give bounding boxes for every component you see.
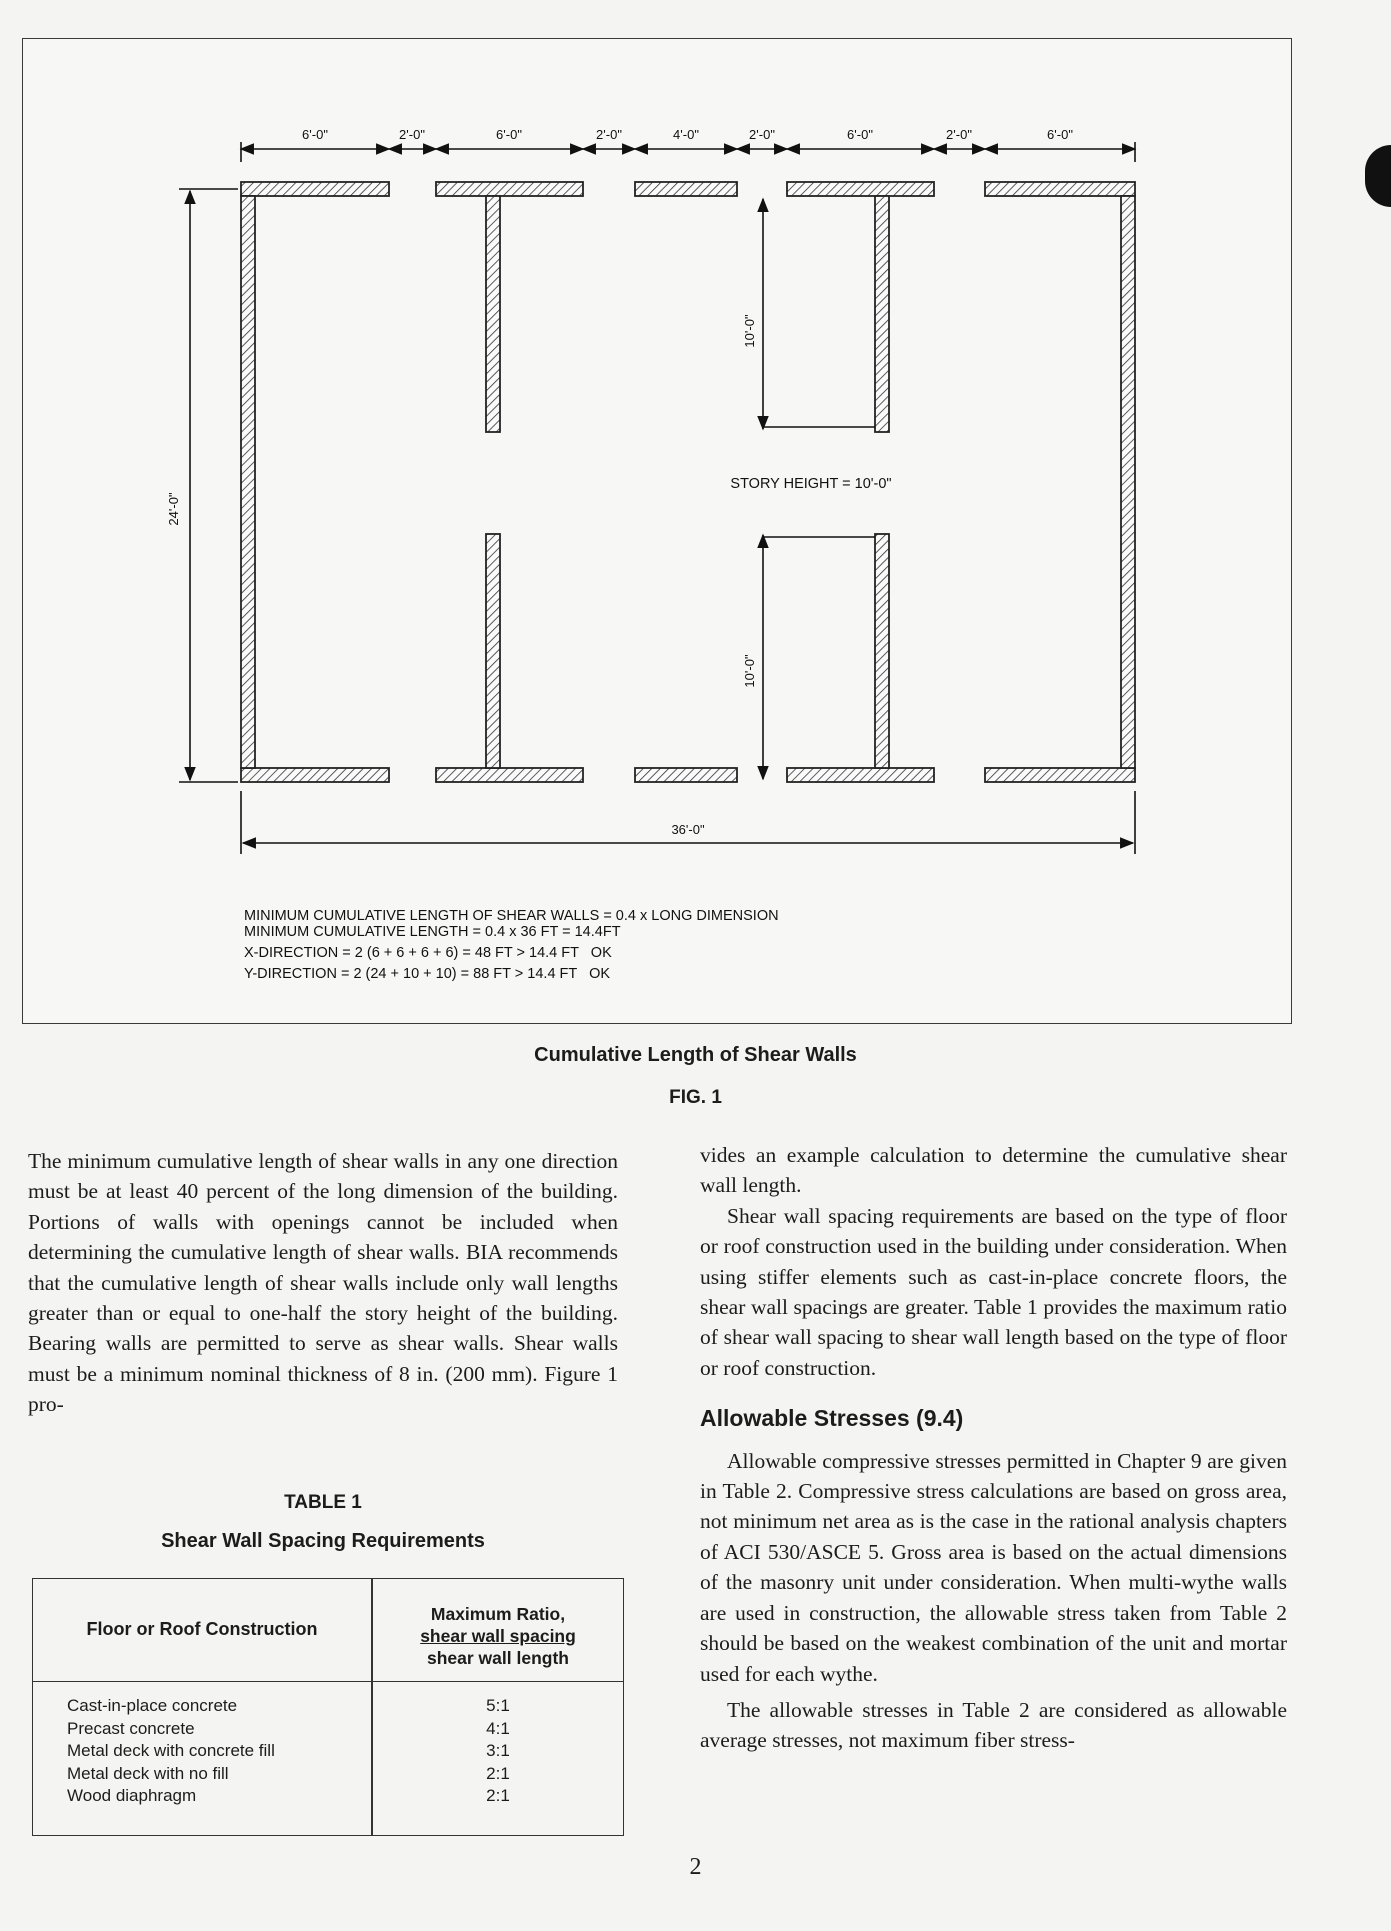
dim-top-label: 6'-0" [1047, 127, 1073, 142]
table-cell-ratio: 5:1 [486, 1696, 510, 1715]
body-paragraph: The allowable stresses in Table 2 are considered as allowable average stresses, not maximum fiber stress- [700, 1697, 1287, 1753]
wall-bottom-2 [436, 768, 583, 782]
dim-top-label: 6'-0" [496, 127, 522, 142]
wall-interior-upper-b [875, 196, 889, 432]
header-ratio-denominator: shear wall length [427, 1648, 569, 1668]
body-paragraph: The minimum cumulative length of shear walls in any one direction must be at least 40 percent of the long dimension of the building. Portions of walls with openings cannot be included when determining the cumulative length of shear walls. BIA recommends that the cumulative length of shear walls include only wall lengths greater than or equal to one-half the story height of the building. Bearing walls are permitted to serve as shear walls. Shear walls must be a minimum nominal thickness of 8 in. (200 mm). Figure 1 pro- [28, 1149, 618, 1417]
left-column [28, 1146, 618, 1420]
dimension-lines [179, 142, 1135, 854]
walls [241, 182, 1135, 782]
wall-bottom-1 [241, 768, 389, 782]
figure-number: FIG. 1 [669, 1087, 722, 1108]
wall-interior-upper-a [486, 196, 500, 432]
wall-top-4 [787, 182, 934, 196]
table-cell-construction: Precast concrete [67, 1718, 195, 1738]
table-cell-ratio: 2:1 [486, 1763, 510, 1783]
header-maximum-ratio [373, 1603, 623, 1669]
right-column [700, 1140, 1287, 1756]
header-ratio-line: Maximum Ratio, [430, 1604, 566, 1624]
shear-wall-plan-drawing [23, 39, 1291, 1023]
wall-interior-lower-a [486, 534, 500, 768]
note-line: MINIMUM CUMULATIVE LENGTH OF SHEAR WALLS = 0.4 x LONG DIMENSION [244, 908, 779, 924]
dim-lower-opening-label: 10'-0" [742, 654, 757, 688]
page-number: 2 [689, 1854, 702, 1880]
table-title: TABLE 1 [284, 1492, 362, 1513]
wall-bottom-5 [985, 768, 1135, 782]
table-subtitle: Shear Wall Spacing Requirements [161, 1530, 485, 1552]
header-floor-roof-construction: Floor or Roof Construction [86, 1619, 318, 1639]
wall-top-2 [436, 182, 583, 196]
wall-right [1121, 196, 1135, 768]
figure-caption: Cumulative Length of Shear Walls [534, 1044, 857, 1066]
table-cell-construction: Metal deck with no fill [67, 1763, 229, 1783]
wall-top-3 [635, 182, 737, 196]
dim-upper-opening-label: 10'-0" [742, 314, 757, 348]
binder-hole-mark [1365, 145, 1391, 207]
dim-top-label: 6'-0" [302, 127, 328, 142]
dim-bottom-label: 36'-0" [671, 822, 705, 837]
body-paragraph: Allowable compressive stresses permitted in Chapter 9 are given in Table 2. Compressive stress calculations are based on gross area, not minimum net area as is the case in the rational analysis chapters of ACI 530/ASCE 5. Gross area is based on the actual dimensions of the masonry unit under consideration. When multi-wythe walls are used in construction, the allowable stress taken from Table 2 should be based on the weakest combination of the unit and mortar used for each wythe. [700, 1448, 1287, 1686]
dim-top-label: 6'-0" [847, 127, 873, 142]
header-ratio-numerator: shear wall spacing [420, 1626, 576, 1646]
dim-top-label: 2'-0" [749, 127, 775, 142]
table-cell-construction: Metal deck with concrete fill [67, 1741, 275, 1760]
wall-left [241, 196, 255, 768]
note-line: Y-DIRECTION = 2 (24 + 10 + 10) = 88 FT > 14.4 FT OK [244, 966, 611, 982]
shear-wall-spacing-table [32, 1578, 624, 1836]
body-paragraph: Shear wall spacing requirements are based on the type of floor or roof construction used in the building under consideration. When using stiffer elements such as cast-in-place concrete floors, the shear wall spacings are greater. Table 1 provides the maximum ratio of shear wall spacing to shear wall length based on the type of floor or roof construction. [700, 1203, 1287, 1380]
dim-top-label: 2'-0" [596, 127, 622, 142]
note-line: MINIMUM CUMULATIVE LENGTH = 0.4 x 36 FT = 14.4FT [244, 924, 621, 940]
story-height-label: STORY HEIGHT = 10'-0" [730, 476, 892, 492]
table-cell-construction: Cast-in-place concrete [67, 1696, 238, 1715]
wall-top-5 [985, 182, 1135, 196]
figure-frame [22, 38, 1292, 1024]
table-cell-ratio: 2:1 [486, 1786, 510, 1805]
wall-interior-lower-b [875, 534, 889, 768]
table-cell-ratio: 3:1 [486, 1741, 510, 1760]
body-paragraph: vides an example calculation to determine the cumulative shear wall length. [700, 1143, 1287, 1198]
dim-left-label: 24'-0" [166, 492, 181, 526]
note-line: X-DIRECTION = 2 (6 + 6 + 6 + 6) = 48 FT > 14.4 FT OK [244, 945, 612, 961]
ratio-column [373, 1695, 623, 1808]
dim-top-label: 2'-0" [946, 127, 972, 142]
section-heading: Allowable Stresses (9.4) [700, 1405, 964, 1432]
construction-column [67, 1695, 275, 1808]
wall-bottom-3 [635, 768, 737, 782]
table-cell-ratio: 4:1 [486, 1718, 510, 1738]
wall-top-1 [241, 182, 389, 196]
dim-top-label: 4'-0" [673, 127, 699, 142]
table-cell-construction: Wood diaphragm [67, 1786, 197, 1805]
dim-top-label: 2'-0" [399, 127, 425, 142]
wall-bottom-4 [787, 768, 934, 782]
